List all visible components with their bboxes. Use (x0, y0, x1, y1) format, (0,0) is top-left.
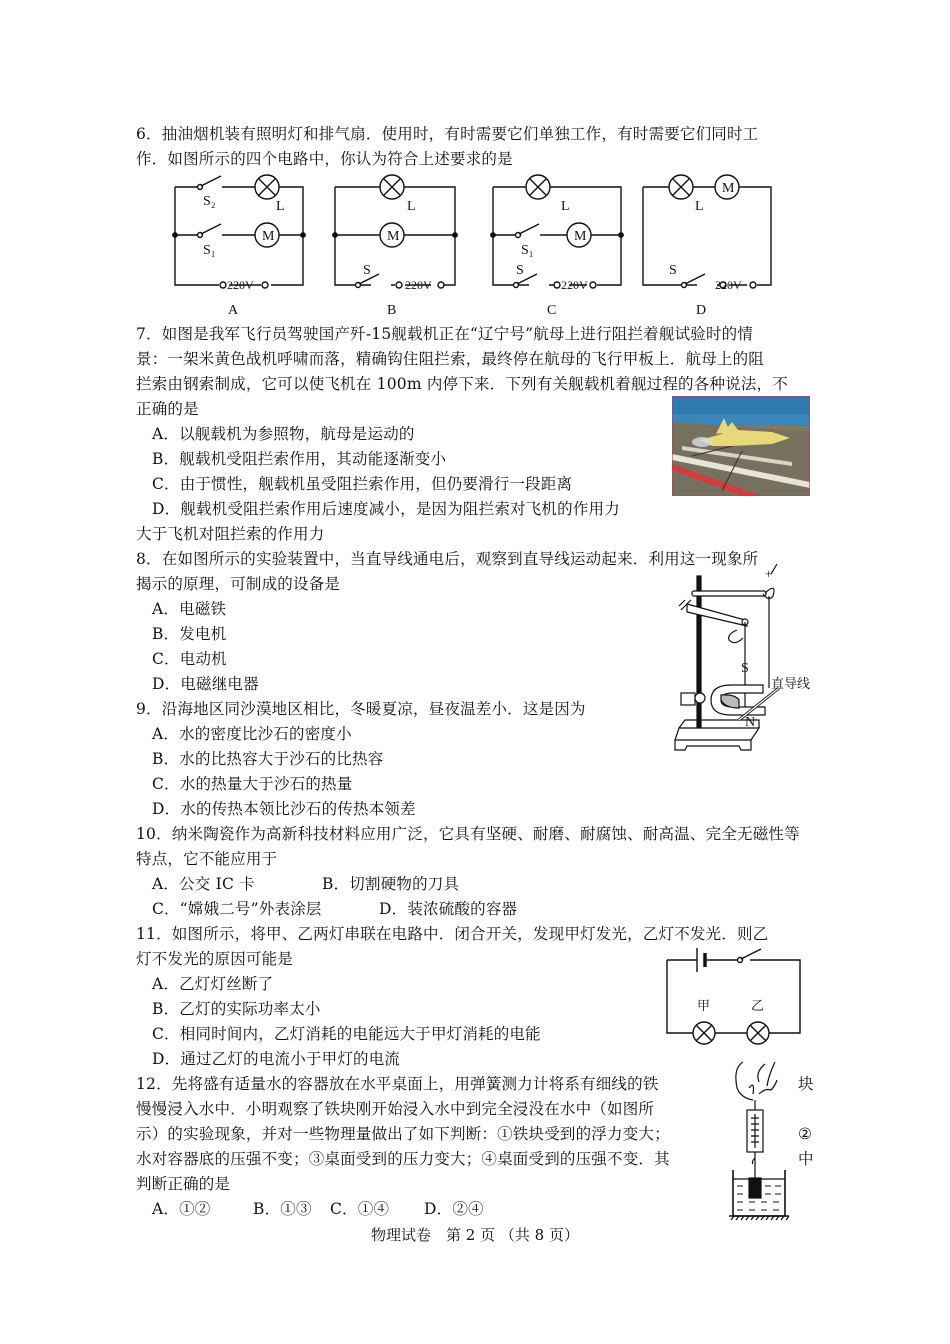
switch-label: S₁ (203, 243, 216, 258)
page-footer: 物理试卷 第 2 页 （共 8 页） (371, 1226, 579, 1244)
lamp-label: L (407, 199, 416, 214)
switch-label: S₂ (203, 194, 216, 209)
q7-stem-line-3: 拦索由钢索制成，它可以使飞机在 100m 内停下来．下列有关舰载机着舰过程的各种说法，不 (136, 375, 788, 393)
q9-option-b: B．水的比热容大于沙石的比热容 (152, 750, 384, 768)
circuit-a (173, 175, 305, 288)
carrier-jet-photo (672, 396, 810, 496)
q11-option-c: C．相同时间内，乙灯消耗的电能远大于甲灯消耗的电能 (152, 1025, 541, 1043)
q8-stem-line-1: 8．在如图所示的实验装置中，当直导线通电后，观察到直导线运动起来．利用这一现象所 (136, 550, 759, 568)
q12-option-a: A．①② (152, 1200, 211, 1218)
q12-option-c: C．①④ (330, 1200, 390, 1218)
lamp-label: L (561, 199, 570, 214)
q12-stem-line-3: 示）的实验现象，并对一些物理量做出了如下判断：①铁块受到的浮力变大； (136, 1125, 670, 1143)
q7-option-a: A．以舰载机为参照物，航母是运动的 (152, 425, 415, 443)
stand-rod (697, 576, 701, 736)
q10-stem-line-1: 10．纳米陶瓷作为高新科技材料应用广泛，它具有坚硬、耐磨、耐腐蚀、耐高温、完全无磁性等 (136, 825, 800, 843)
q12-option-b: B．①③ (253, 1200, 312, 1218)
lamp-label: L (276, 199, 285, 214)
switch-label: S (516, 263, 524, 278)
q12-side-char-1: 块 (798, 1075, 814, 1093)
iron-block (749, 1178, 761, 1198)
q12-stem-line-5: 判断正确的是 (136, 1175, 231, 1193)
q9-stem: 9．沿海地区同沙漠地区相比，冬暖夏凉，昼夜温差小．这是因为 (136, 700, 586, 718)
north-pole-label: N (745, 715, 756, 730)
q7-stem-line-1: 7．如图是我军飞行员驾驶国产歼-15舰载机正在“辽宁号”航母上进行阻拦着舰试验时的情 (136, 325, 754, 343)
q12-option-d: D．②④ (424, 1200, 484, 1218)
voltage-label: 220V (405, 278, 432, 292)
q9-option-c: C．水的热量大于沙石的热量 (152, 775, 353, 793)
q8-option-a: A．电磁铁 (152, 600, 227, 618)
motor-label: M (722, 181, 735, 196)
q6-stem-line-1: 6．抽油烟机装有照明灯和排气扇．使用时，有时需要它们单独工作，有时需要它们同时工 (136, 125, 759, 143)
q10-stem-line-2: 特点，它不能应用于 (136, 850, 278, 868)
q8-motor-effect-apparatus (665, 560, 825, 760)
voltage-label: 220V (561, 278, 588, 292)
q8-option-b: B．发电机 (152, 625, 227, 643)
lamp-label: L (695, 199, 704, 214)
q12-stem-line-1: 12．先将盛有适量水的容器放在水平桌面上，用弹簧测力计将系有细线的铁 (136, 1075, 659, 1093)
q9-option-a: A．水的密度比沙石的密度小 (152, 725, 352, 743)
circuit-d (643, 175, 771, 288)
q8-stem-line-2: 揭示的原理，可制成的设备是 (136, 575, 341, 593)
q10-option-c: C．“嫦娥二号”外表涂层 (152, 900, 322, 918)
q10-option-d: D．装浓硫酸的容器 (379, 900, 518, 918)
q7-stem-line-2: 景：一架米黄色战机呼啸而落，精确钩住阻拦索，最终停在航母的飞行甲板上．航母上的阻 (136, 350, 765, 368)
hand-icon (736, 1062, 775, 1100)
q12-side-char-3: 中 (798, 1150, 814, 1168)
q11-option-a: A．乙灯灯丝断了 (152, 975, 274, 993)
q11-stem-line-2: 灯不发光的原因可能是 (136, 950, 294, 968)
q11-series-circuit (660, 945, 810, 1050)
voltage-label: 220V (715, 278, 742, 292)
motor-label: M (262, 229, 275, 244)
q6-stem-line-2: 作．如图所示的四个电路中，你认为符合上述要求的是 (136, 150, 513, 168)
q7-option-b: B．舰载机受阻拦索作用，其动能逐渐变小 (152, 450, 447, 468)
q12-stem-line-4: 水对容器底的压强不变；③桌面受到的压力变大；④桌面受到的压强不变．其 (136, 1150, 670, 1168)
q10-option-b: B．切割硬物的刀具 (322, 875, 460, 893)
q8-option-d: D．电磁继电器 (152, 675, 259, 693)
q10-option-a: A．公交 IC 卡 (152, 875, 255, 893)
q6-circuit-diagrams (165, 172, 785, 322)
q7-stem-line-4: 正确的是 (136, 400, 199, 418)
option-label: A (228, 303, 239, 318)
voltage-label: 220V (227, 278, 254, 292)
q7-option-c: C．由于惯性，舰载机虽受阻拦索作用，但仍要滑行一段距离 (152, 475, 573, 493)
circuit-c (491, 175, 623, 288)
motor-label: M (574, 229, 587, 244)
south-pole-label: S (741, 661, 749, 676)
option-label: C (547, 303, 557, 318)
option-label: B (387, 303, 397, 318)
positive-terminal-label: + (765, 566, 773, 581)
q12-side-char-2: ② (798, 1125, 813, 1143)
lamp-yi-label: 乙 (751, 998, 765, 1013)
q12-spring-scale-apparatus (725, 1058, 795, 1226)
lamp-jia-label: 甲 (697, 998, 711, 1013)
q12-stem-line-2: 慢慢浸入水中．小明观察了铁块刚开始浸入水中到完全浸没在水中（如图所 (136, 1100, 655, 1118)
q8-option-c: C．电动机 (152, 650, 227, 668)
straight-wire-label: 直导线 (771, 676, 811, 691)
q11-option-d: D．通过乙灯的电流小于甲灯的电流 (152, 1050, 401, 1068)
q9-option-d: D．水的传热本领比沙石的传热本领差 (152, 800, 416, 818)
switch-label: S₁ (521, 243, 534, 258)
q11-option-b: B．乙灯的实际功率太小 (152, 1000, 321, 1018)
option-label: D (696, 303, 707, 318)
q11-stem-line-1: 11．如图所示，将甲、乙两灯串联在电路中．闭合开关，发现甲灯发光，乙灯不发光．则乙 (136, 925, 769, 943)
q7-option-d-continued: 大于飞机对阻拦索的作用力 (136, 525, 325, 543)
q7-option-d: D．舰载机受阻拦索作用后速度减小，是因为阻拦索对飞机的作用力 (152, 500, 620, 518)
switch-label: S (669, 263, 677, 278)
switch-label: S (363, 263, 371, 278)
motor-label: M (387, 229, 400, 244)
